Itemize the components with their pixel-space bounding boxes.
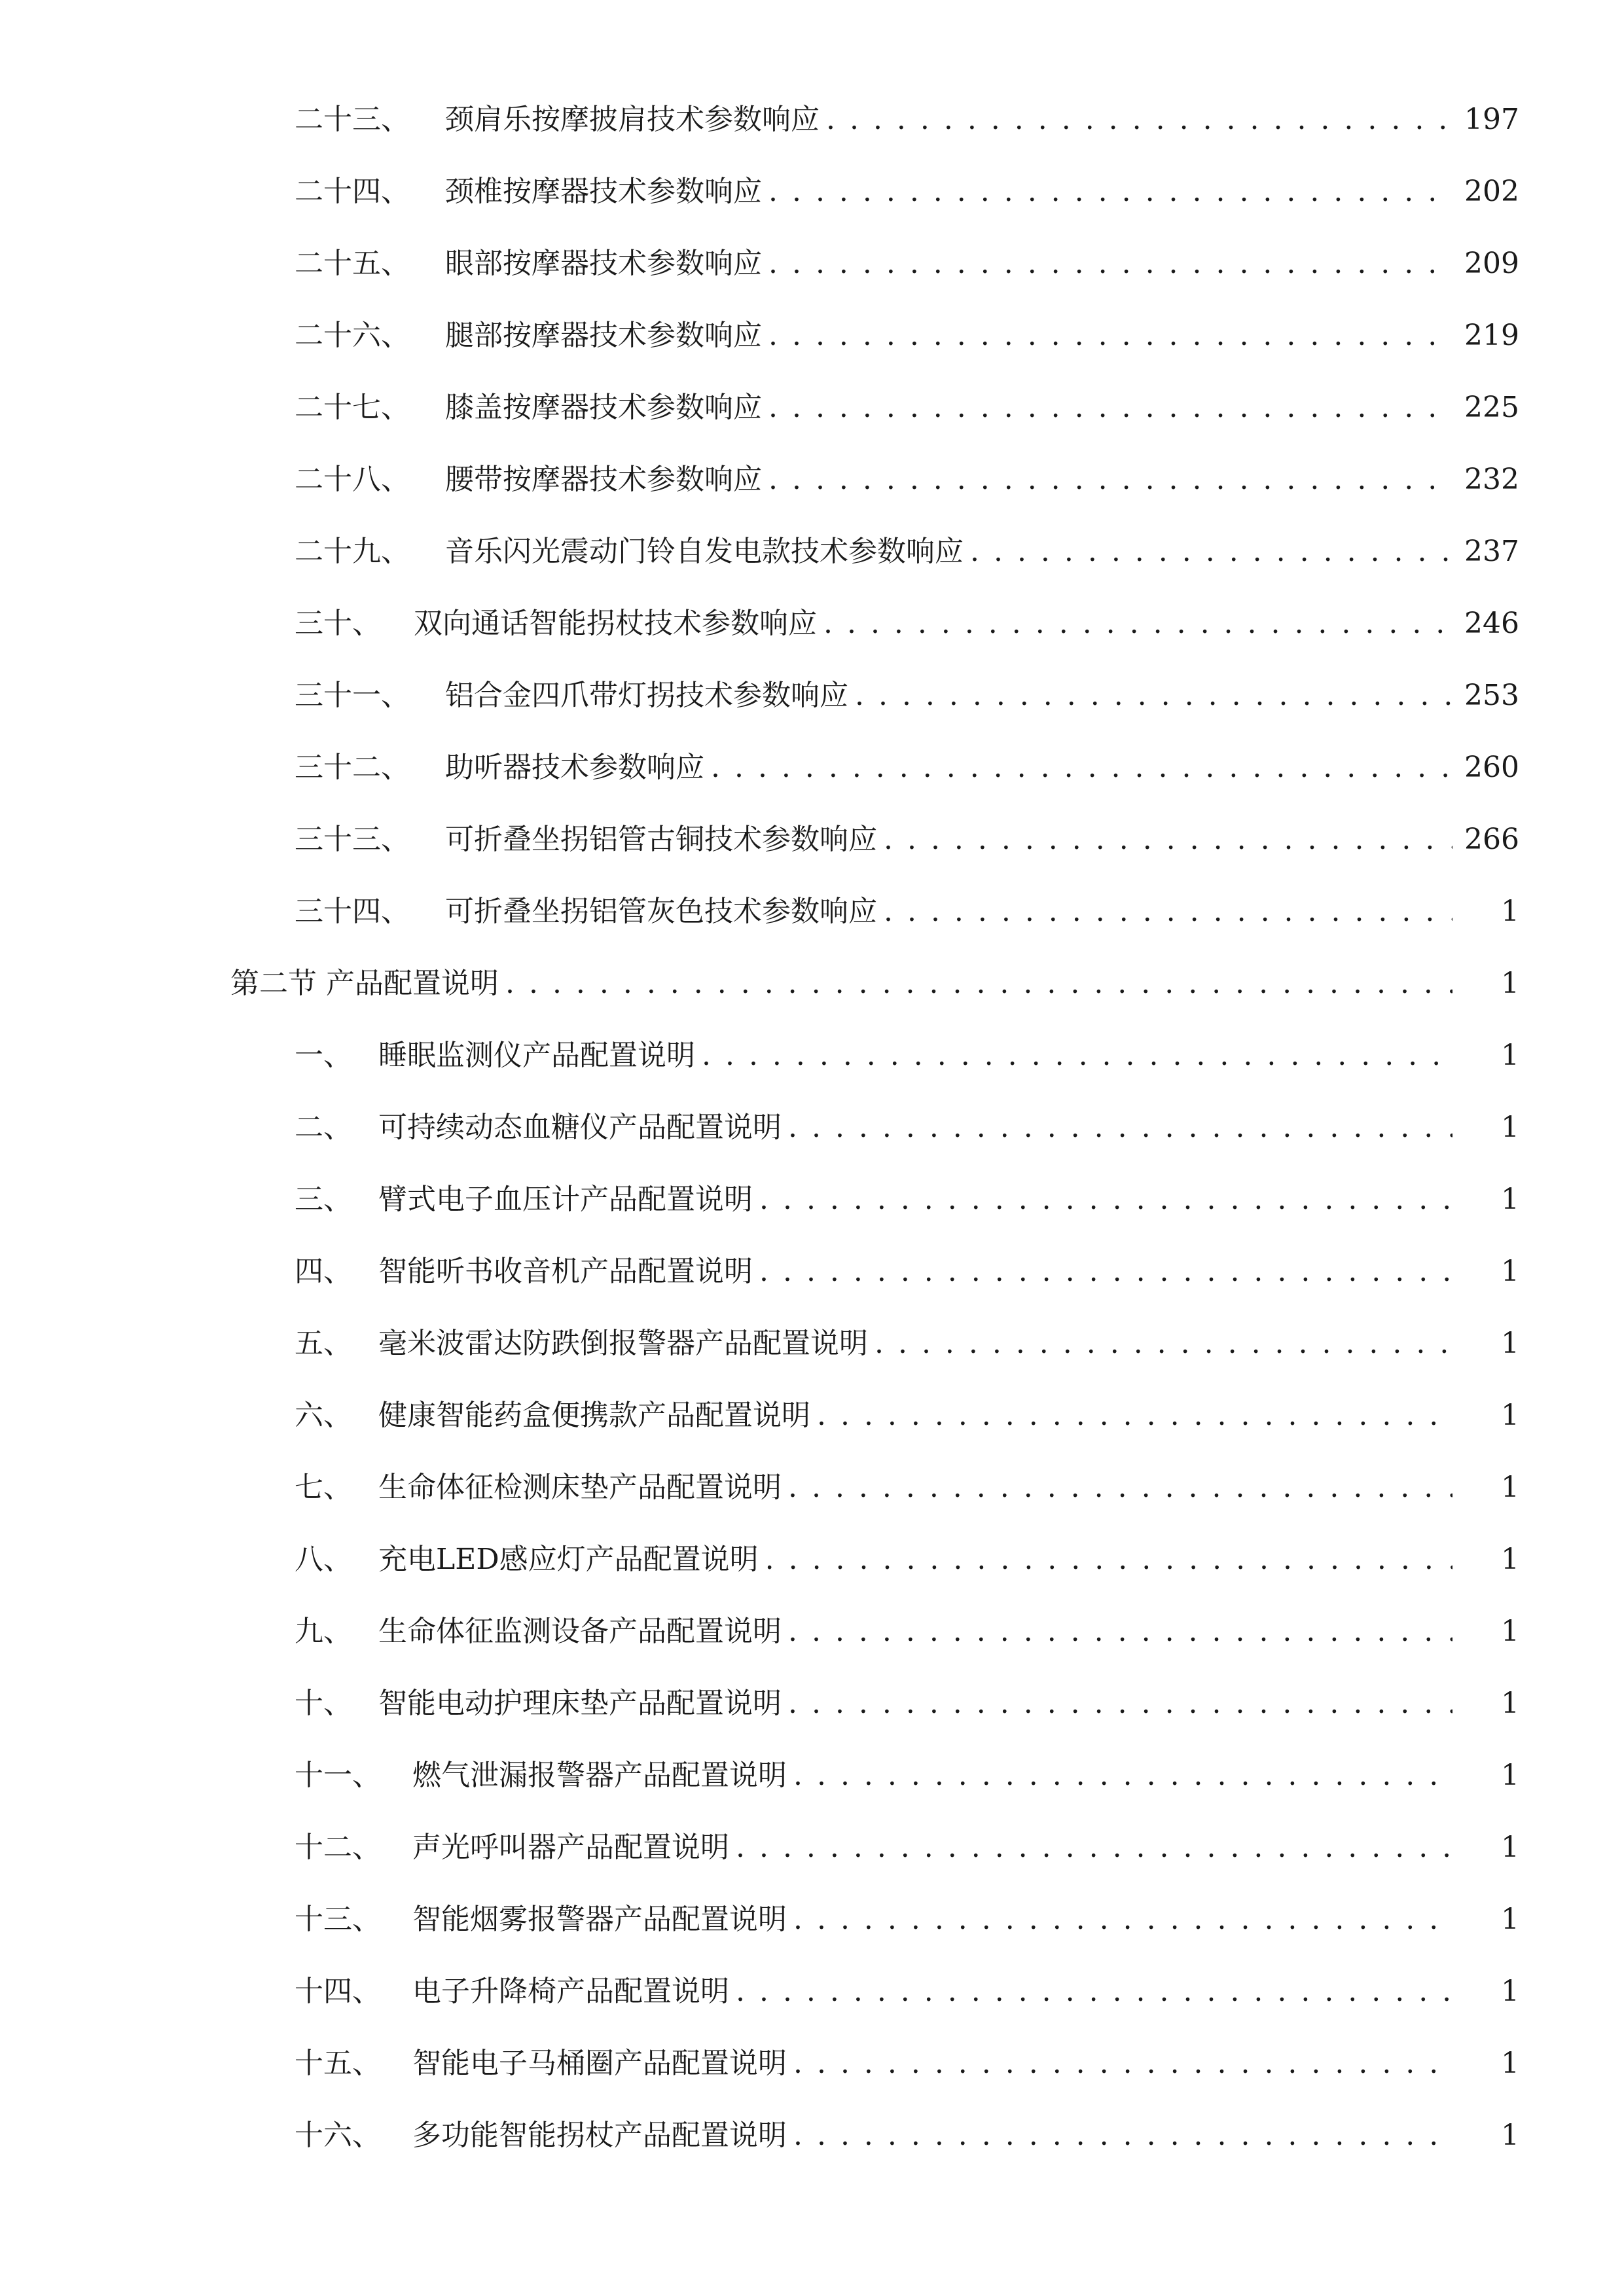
- toc-entry-25[interactable]: [0, 241, 1624, 287]
- dot-leader: [875, 1321, 1453, 1367]
- toc-entry-5[interactable]: [0, 1321, 1624, 1367]
- dot-leader: [505, 961, 1453, 1007]
- toc-entry-title: 助听器技术参数响应: [445, 751, 704, 784]
- toc-entry-13[interactable]: [0, 1897, 1624, 1943]
- toc-entry-33[interactable]: [0, 817, 1624, 863]
- toc-entry-title: 多功能智能拐杖产品配置说明: [412, 2119, 787, 2152]
- dot-leader: [702, 1033, 1453, 1079]
- toc-entry-title: 健康智能药盒便携款产品配置说明: [378, 1399, 810, 1432]
- toc-entry-32[interactable]: [0, 745, 1624, 791]
- toc-entry-page: 1: [1501, 1687, 1519, 1720]
- toc-entry-title: 颈椎按摩器技术参数响应: [445, 175, 762, 208]
- toc-entry-23[interactable]: [0, 97, 1624, 143]
- toc-entry-page: 1: [1501, 1183, 1519, 1216]
- toc-entry-page: 266: [1464, 823, 1519, 856]
- toc-entry-9[interactable]: [0, 1609, 1624, 1655]
- toc-entry-page: 1: [1501, 2047, 1519, 2080]
- dot-leader: [884, 817, 1453, 863]
- toc-entry-11[interactable]: [0, 1753, 1624, 1799]
- toc-entry-page: 1: [1501, 1903, 1519, 1936]
- toc-entry-title: 腿部按摩器技术参数响应: [445, 319, 762, 352]
- toc-entry-page: 1: [1501, 1615, 1519, 1648]
- section-title: 第二节 产品配置说明: [230, 967, 499, 1000]
- toc-entry-title: 智能电子马桶圈产品配置说明: [412, 2047, 787, 2080]
- dot-leader: [855, 673, 1453, 719]
- toc-entry-27[interactable]: [0, 385, 1624, 431]
- toc-entry-29[interactable]: [0, 529, 1624, 575]
- dot-leader: [823, 601, 1453, 647]
- toc-entry-title: 智能电动护理床垫产品配置说明: [378, 1687, 782, 1720]
- toc-entry-number: 十、: [295, 1687, 352, 1720]
- dot-leader: [793, 2041, 1453, 2087]
- toc-entry-page: 1: [1501, 1543, 1519, 1576]
- dot-leader: [788, 1105, 1453, 1151]
- toc-entry-4[interactable]: [0, 1249, 1624, 1295]
- toc-entry-page: 197: [1464, 103, 1519, 136]
- toc-entry-8[interactable]: [0, 1537, 1624, 1583]
- toc-entry-title: 生命体征检测床垫产品配置说明: [378, 1471, 782, 1504]
- toc-entry-14[interactable]: [0, 1969, 1624, 2015]
- dot-leader: [826, 97, 1453, 143]
- toc-entry-title: 可折叠坐拐铝管灰色技术参数响应: [445, 895, 877, 928]
- toc-entry-title: 臂式电子血压计产品配置说明: [378, 1183, 753, 1216]
- toc-entry-number: 五、: [295, 1327, 352, 1360]
- toc-entry-title: 智能烟雾报警器产品配置说明: [412, 1903, 787, 1936]
- toc-entry-page: 1: [1501, 967, 1519, 1000]
- toc-entry-title: 双向通话智能拐杖技术参数响应: [414, 607, 817, 640]
- dot-leader: [768, 457, 1453, 503]
- toc-entry-title: 燃气泄漏报警器产品配置说明: [412, 1759, 787, 1792]
- toc-entry-title: 铝合金四爪带灯拐技术参数响应: [445, 679, 848, 712]
- dot-leader: [765, 1537, 1453, 1583]
- toc-entry-number: 八、: [295, 1543, 352, 1576]
- toc-entry-title: 充电LED感应灯产品配置说明: [378, 1543, 759, 1576]
- toc-entry-number: 三十四、: [295, 895, 410, 928]
- toc-entry-title: 电子升降椅产品配置说明: [412, 1975, 729, 2008]
- toc-entry-title: 生命体征监测设备产品配置说明: [378, 1615, 782, 1648]
- toc-entry-number: 二十九、: [295, 535, 410, 568]
- toc-entry-10[interactable]: [0, 1681, 1624, 1727]
- toc-entry-number: 十三、: [295, 1903, 381, 1936]
- toc-entry-31[interactable]: [0, 673, 1624, 719]
- toc-entry-number: 二十六、: [295, 319, 410, 352]
- toc-section-heading[interactable]: [0, 961, 1624, 1007]
- toc-entry-page: 1: [1501, 2119, 1519, 2152]
- dot-leader: [711, 745, 1453, 791]
- toc-entry-page: 202: [1464, 175, 1519, 208]
- toc-entry-26[interactable]: [0, 313, 1624, 359]
- toc-entry-page: 246: [1464, 607, 1519, 640]
- dot-leader: [788, 1681, 1453, 1727]
- toc-entry-page: 1: [1501, 1831, 1519, 1864]
- toc-entry-number: 二十四、: [295, 175, 410, 208]
- toc-entry-page: 1: [1501, 1111, 1519, 1144]
- dot-leader: [768, 241, 1453, 287]
- toc-entry-title: 可折叠坐拐铝管古铜技术参数响应: [445, 823, 877, 856]
- toc-entry-page: 1: [1501, 1975, 1519, 2008]
- dot-leader: [788, 1609, 1453, 1655]
- toc-entry-number: 十二、: [295, 1831, 381, 1864]
- toc-entry-28[interactable]: [0, 457, 1624, 503]
- dot-leader: [768, 169, 1453, 215]
- toc-entry-3[interactable]: [0, 1177, 1624, 1223]
- toc-entry-number: 三十三、: [295, 823, 410, 856]
- toc-entry-number: 三十一、: [295, 679, 410, 712]
- toc-entry-title: 腰带按摩器技术参数响应: [445, 463, 762, 496]
- toc-entry-page: 209: [1464, 247, 1519, 280]
- toc-entry-number: 二十三、: [295, 103, 410, 136]
- toc-entry-page: 237: [1464, 535, 1519, 568]
- toc-entry-34[interactable]: [0, 889, 1624, 935]
- dot-leader: [793, 2113, 1453, 2159]
- toc-entry-page: 1: [1501, 895, 1519, 928]
- toc-entry-number: 二十八、: [295, 463, 410, 496]
- dot-leader: [736, 1825, 1453, 1871]
- dot-leader: [793, 1897, 1453, 1943]
- toc-entry-page: 232: [1464, 463, 1519, 496]
- toc-entry-number: 三、: [295, 1183, 352, 1216]
- toc-entry-number: 十五、: [295, 2047, 381, 2080]
- dot-leader: [970, 529, 1453, 575]
- dot-leader: [759, 1177, 1453, 1223]
- toc-entry-30[interactable]: [0, 601, 1624, 647]
- toc-entry-1[interactable]: [0, 1033, 1624, 1079]
- toc-entry-12[interactable]: [0, 1825, 1624, 1871]
- toc-entry-24[interactable]: [0, 169, 1624, 215]
- toc-entry-number: 二十七、: [295, 391, 410, 424]
- dot-leader: [884, 889, 1453, 935]
- toc-entry-number: 九、: [295, 1615, 352, 1648]
- toc-entry-title: 智能听书收音机产品配置说明: [378, 1255, 753, 1288]
- toc-entry-number: 十四、: [295, 1975, 381, 2008]
- toc-entry-number: 二、: [295, 1111, 352, 1144]
- dot-leader: [793, 1753, 1453, 1799]
- toc-entry-7[interactable]: [0, 1465, 1624, 1511]
- toc-entry-title: 声光呼叫器产品配置说明: [412, 1831, 729, 1864]
- toc-entry-15[interactable]: [0, 2041, 1624, 2087]
- toc-entry-number: 三十二、: [295, 751, 410, 784]
- toc-entry-title: 毫米波雷达防跌倒报警器产品配置说明: [378, 1327, 868, 1360]
- toc-entry-number: 十一、: [295, 1759, 381, 1792]
- toc-entry-6[interactable]: [0, 1393, 1624, 1439]
- dot-leader: [768, 385, 1453, 431]
- toc-entry-page: 1: [1501, 1255, 1519, 1288]
- toc-entry-page: 1: [1501, 1039, 1519, 1072]
- toc-entry-number: 三十、: [295, 607, 381, 640]
- toc-entry-title: 睡眠监测仪产品配置说明: [378, 1039, 695, 1072]
- toc-entry-title: 音乐闪光震动门铃自发电款技术参数响应: [445, 535, 964, 568]
- toc-entry-page: 219: [1464, 319, 1519, 352]
- dot-leader: [768, 313, 1453, 359]
- toc-entry-2[interactable]: [0, 1105, 1624, 1151]
- toc-entry-page: 1: [1501, 1759, 1519, 1792]
- toc-entry-title: 可持续动态血糖仪产品配置说明: [378, 1111, 782, 1144]
- toc-entry-page: 1: [1501, 1327, 1519, 1360]
- toc-entry-title: 膝盖按摩器技术参数响应: [445, 391, 762, 424]
- dot-leader: [759, 1249, 1453, 1295]
- toc-entry-number: 一、: [295, 1039, 352, 1072]
- toc-entry-title: 颈肩乐按摩披肩技术参数响应: [445, 103, 820, 136]
- toc-entry-number: 六、: [295, 1399, 352, 1432]
- toc-entry-page: 260: [1464, 751, 1519, 784]
- toc-entry-page: 1: [1501, 1471, 1519, 1504]
- toc-entry-number: 四、: [295, 1255, 352, 1288]
- toc-entry-number: 二十五、: [295, 247, 410, 280]
- toc-entry-number: 十六、: [295, 2119, 381, 2152]
- dot-leader: [788, 1465, 1453, 1511]
- toc-entry-page: 225: [1464, 391, 1519, 424]
- dot-leader: [817, 1393, 1453, 1439]
- toc-entry-page: 1: [1501, 1399, 1519, 1432]
- toc-entry-16[interactable]: [0, 2113, 1624, 2159]
- toc-entry-title: 眼部按摩器技术参数响应: [445, 247, 762, 280]
- dot-leader: [736, 1969, 1453, 2015]
- toc-entry-page: 253: [1464, 679, 1519, 712]
- toc-entry-number: 七、: [295, 1471, 352, 1504]
